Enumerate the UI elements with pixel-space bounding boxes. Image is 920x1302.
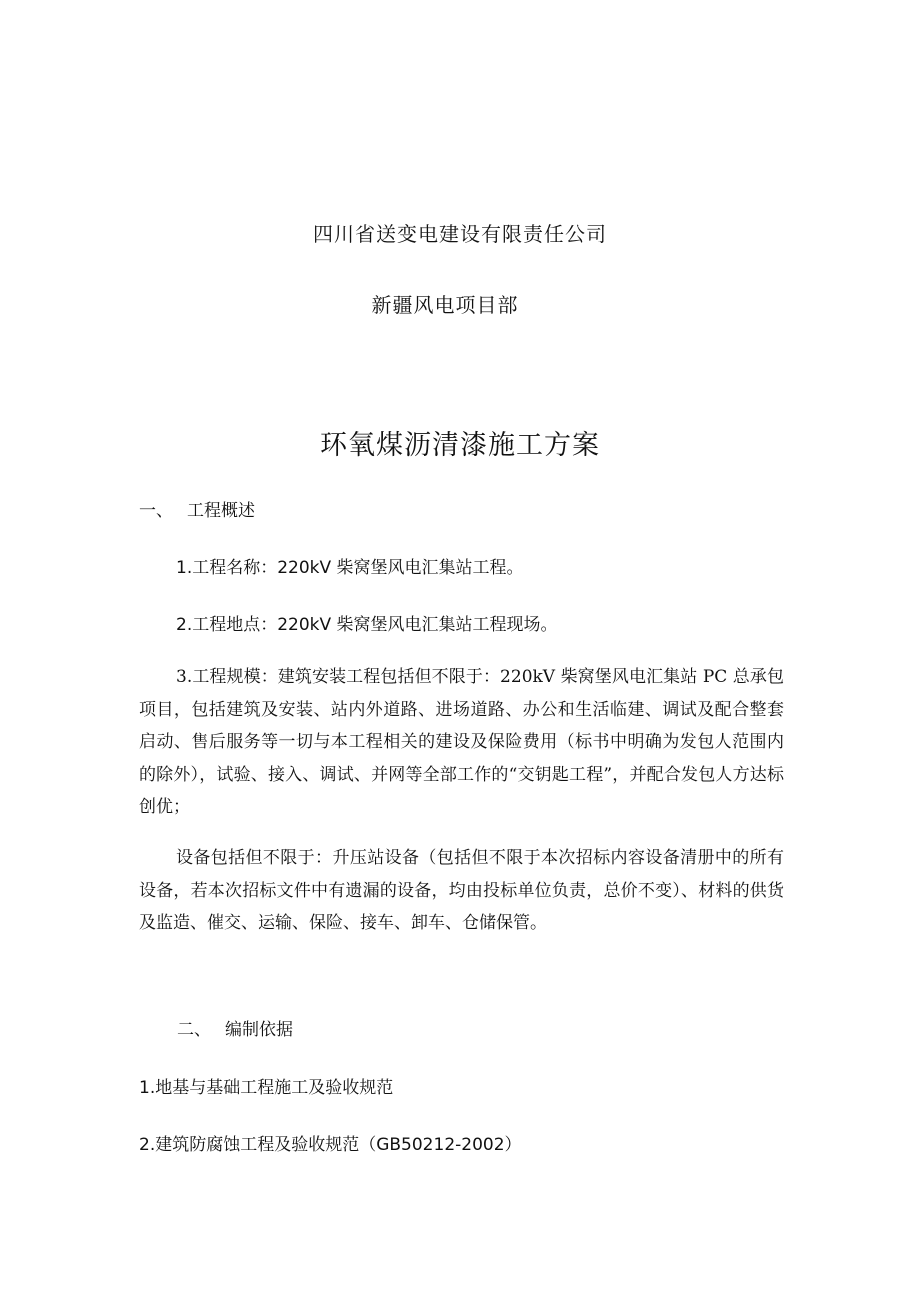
reference-item: 1.地基与基础工程施工及验收规范 <box>139 1078 394 1098</box>
section-heading-basis <box>177 1015 293 1040</box>
section-number: 二、 <box>177 1020 211 1040</box>
section-title: 工程概述 <box>187 501 255 521</box>
section-title: 编制依据 <box>225 1020 293 1040</box>
project-department: 新疆风电项目部 <box>371 293 519 317</box>
reference-item: 2.建筑防腐蚀工程及验收规范（GB50212-2002） <box>139 1135 522 1155</box>
section-heading-overview <box>139 496 255 521</box>
company-name: 四川省送变电建设有限责任公司 <box>313 222 607 246</box>
project-location-line: 2.工程地点：220kV 柴窝堡风电汇集站工程现场。 <box>176 615 558 635</box>
project-name-line: 1.工程名称：220kV 柴窝堡风电汇集站工程。 <box>176 558 524 578</box>
equipment-scope-paragraph: 设备包括但不限于：升压站设备（包括但不限于本次招标内容设备清册中的所有设备，若本次招标文件中有遗漏的设备，均由投标单位负责，总价不变）、材料的供货及监造、催交、运输、保险、接车、卸车、仓储保管。 <box>139 848 784 933</box>
document-title: 环氧煤沥清漆施工方案 <box>320 430 600 461</box>
project-scale-paragraph: 3.工程规模：建筑安装工程包括但不限于：220kV 柴窝堡风电汇集站 PC 总承包项目，包括建筑及安装、站内外道路、进场道路、办公和生活临建、调试及配合整套启动、售后服务等一切与本工程相关的建设及保险费用（标书中明确为发包人范围内的除外），试验、接入、调试、并网等全部工作的“交钥匙工程”，并配合发包人方达标创优； <box>139 667 784 817</box>
section-number: 一、 <box>139 501 173 521</box>
